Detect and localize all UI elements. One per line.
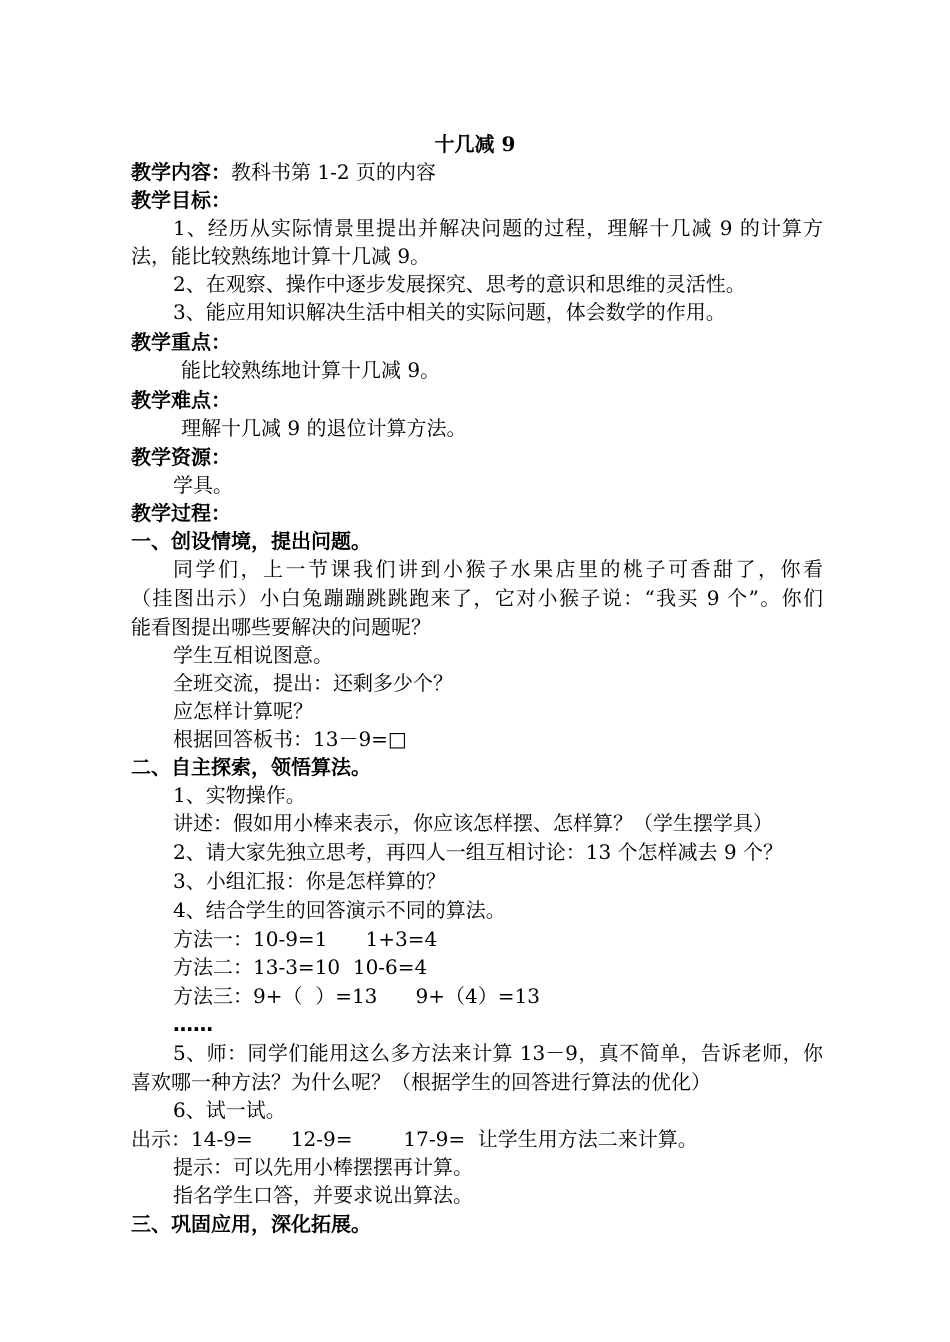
section-1-step-1: 学生互相说图意。 [173, 643, 333, 667]
heading-process: 教学过程： [131, 501, 231, 525]
section-1-step-2: 全班交流，提出：还剩多少个？ [173, 671, 453, 695]
method-3: 方法三：9+（ ）=13 9+（4）=13 [173, 984, 540, 1008]
section-1-heading: 一、创设情境，提出问题。 [131, 529, 371, 553]
section-1-step-3: 应怎样计算呢？ [173, 699, 313, 723]
hint-line: 提示：可以先用小棒摆摆再计算。 [173, 1155, 473, 1179]
section-1-para-line-2: （挂图出示）小白兔蹦蹦跳跳跑来了，它对小猴子说：“我买 9 个”。你们 [131, 586, 823, 610]
goal-3: 3、能应用知识解决生活中相关的实际问题，体会数学的作用。 [173, 300, 726, 324]
section-2-item-5-line-2: 喜欢哪一种方法？为什么呢？（根据学生的回答进行算法的优化） [131, 1070, 711, 1094]
section-1-para-line-1: 同学们，上一节课我们讲到小猴子水果店里的桃子可香甜了，你看 [173, 557, 823, 581]
section-1-step-4: 根据回答板书：13－9=□ [173, 727, 407, 751]
teaching-content-text: 教科书第 1-2 页的内容 [231, 160, 436, 184]
method-2: 方法二：13-3=10 10-6=4 [173, 955, 428, 979]
section-2-item-4: 4、结合学生的回答演示不同的算法。 [173, 898, 506, 922]
section-2-item-5-line-1: 5、师：同学们能用这么多方法来计算 13－9，真不简单，告诉老师，你 [173, 1041, 823, 1065]
page-title: 十几减 9 [434, 132, 516, 156]
oral-answer-line: 指名学生口答，并要求说出算法。 [173, 1183, 473, 1207]
section-2-item-2: 2、请大家先独立思考，再四人一组互相讨论：13 个怎样减去 9 个？ [173, 840, 783, 864]
heading-resources: 教学资源： [131, 445, 231, 469]
ellipsis: …… [173, 1012, 213, 1036]
method-1: 方法一：10-9=1 1+3=4 [173, 927, 438, 951]
exercise-line: 出示：14-9= 12-9= 17-9= 让学生用方法二来计算。 [131, 1127, 698, 1151]
goal-2: 2、在观察、操作中逐步发展探究、思考的意识和思维的灵活性。 [173, 272, 746, 296]
section-2-heading: 二、自主探索，领悟算法。 [131, 755, 371, 779]
section-2-item-6: 6、试一试。 [173, 1098, 286, 1122]
heading-difficulties: 教学难点： [131, 388, 231, 412]
goal-1-line-2: 法，能比较熟练地计算十几减 9。 [131, 244, 431, 268]
section-2-item-1: 1、实物操作。 [173, 783, 306, 807]
heading-teaching-goals: 教学目标： [131, 188, 231, 212]
difficulties-text: 理解十几减 9 的退位计算方法。 [181, 416, 467, 440]
goal-1-line-1: 1、经历从实际情景里提出并解决问题的过程，理解十几减 9 的计算方 [173, 216, 823, 240]
section-2-item-3: 3、小组汇报：你是怎样算的？ [173, 869, 446, 893]
section-2-narration: 讲述：假如用小棒来表示，你应该怎样摆、怎样算？（学生摆学具） [173, 811, 773, 835]
section-3-heading: 三、巩固应用，深化拓展。 [131, 1212, 371, 1236]
section-1-para-line-3: 能看图提出哪些要解决的问题呢？ [131, 615, 431, 639]
heading-key-points: 教学重点： [131, 330, 231, 354]
heading-teaching-content: 教学内容： [131, 160, 231, 184]
key-points-text: 能比较熟练地计算十几减 9。 [181, 358, 441, 382]
resources-text: 学具。 [173, 473, 233, 497]
teaching-content-line [131, 158, 436, 186]
